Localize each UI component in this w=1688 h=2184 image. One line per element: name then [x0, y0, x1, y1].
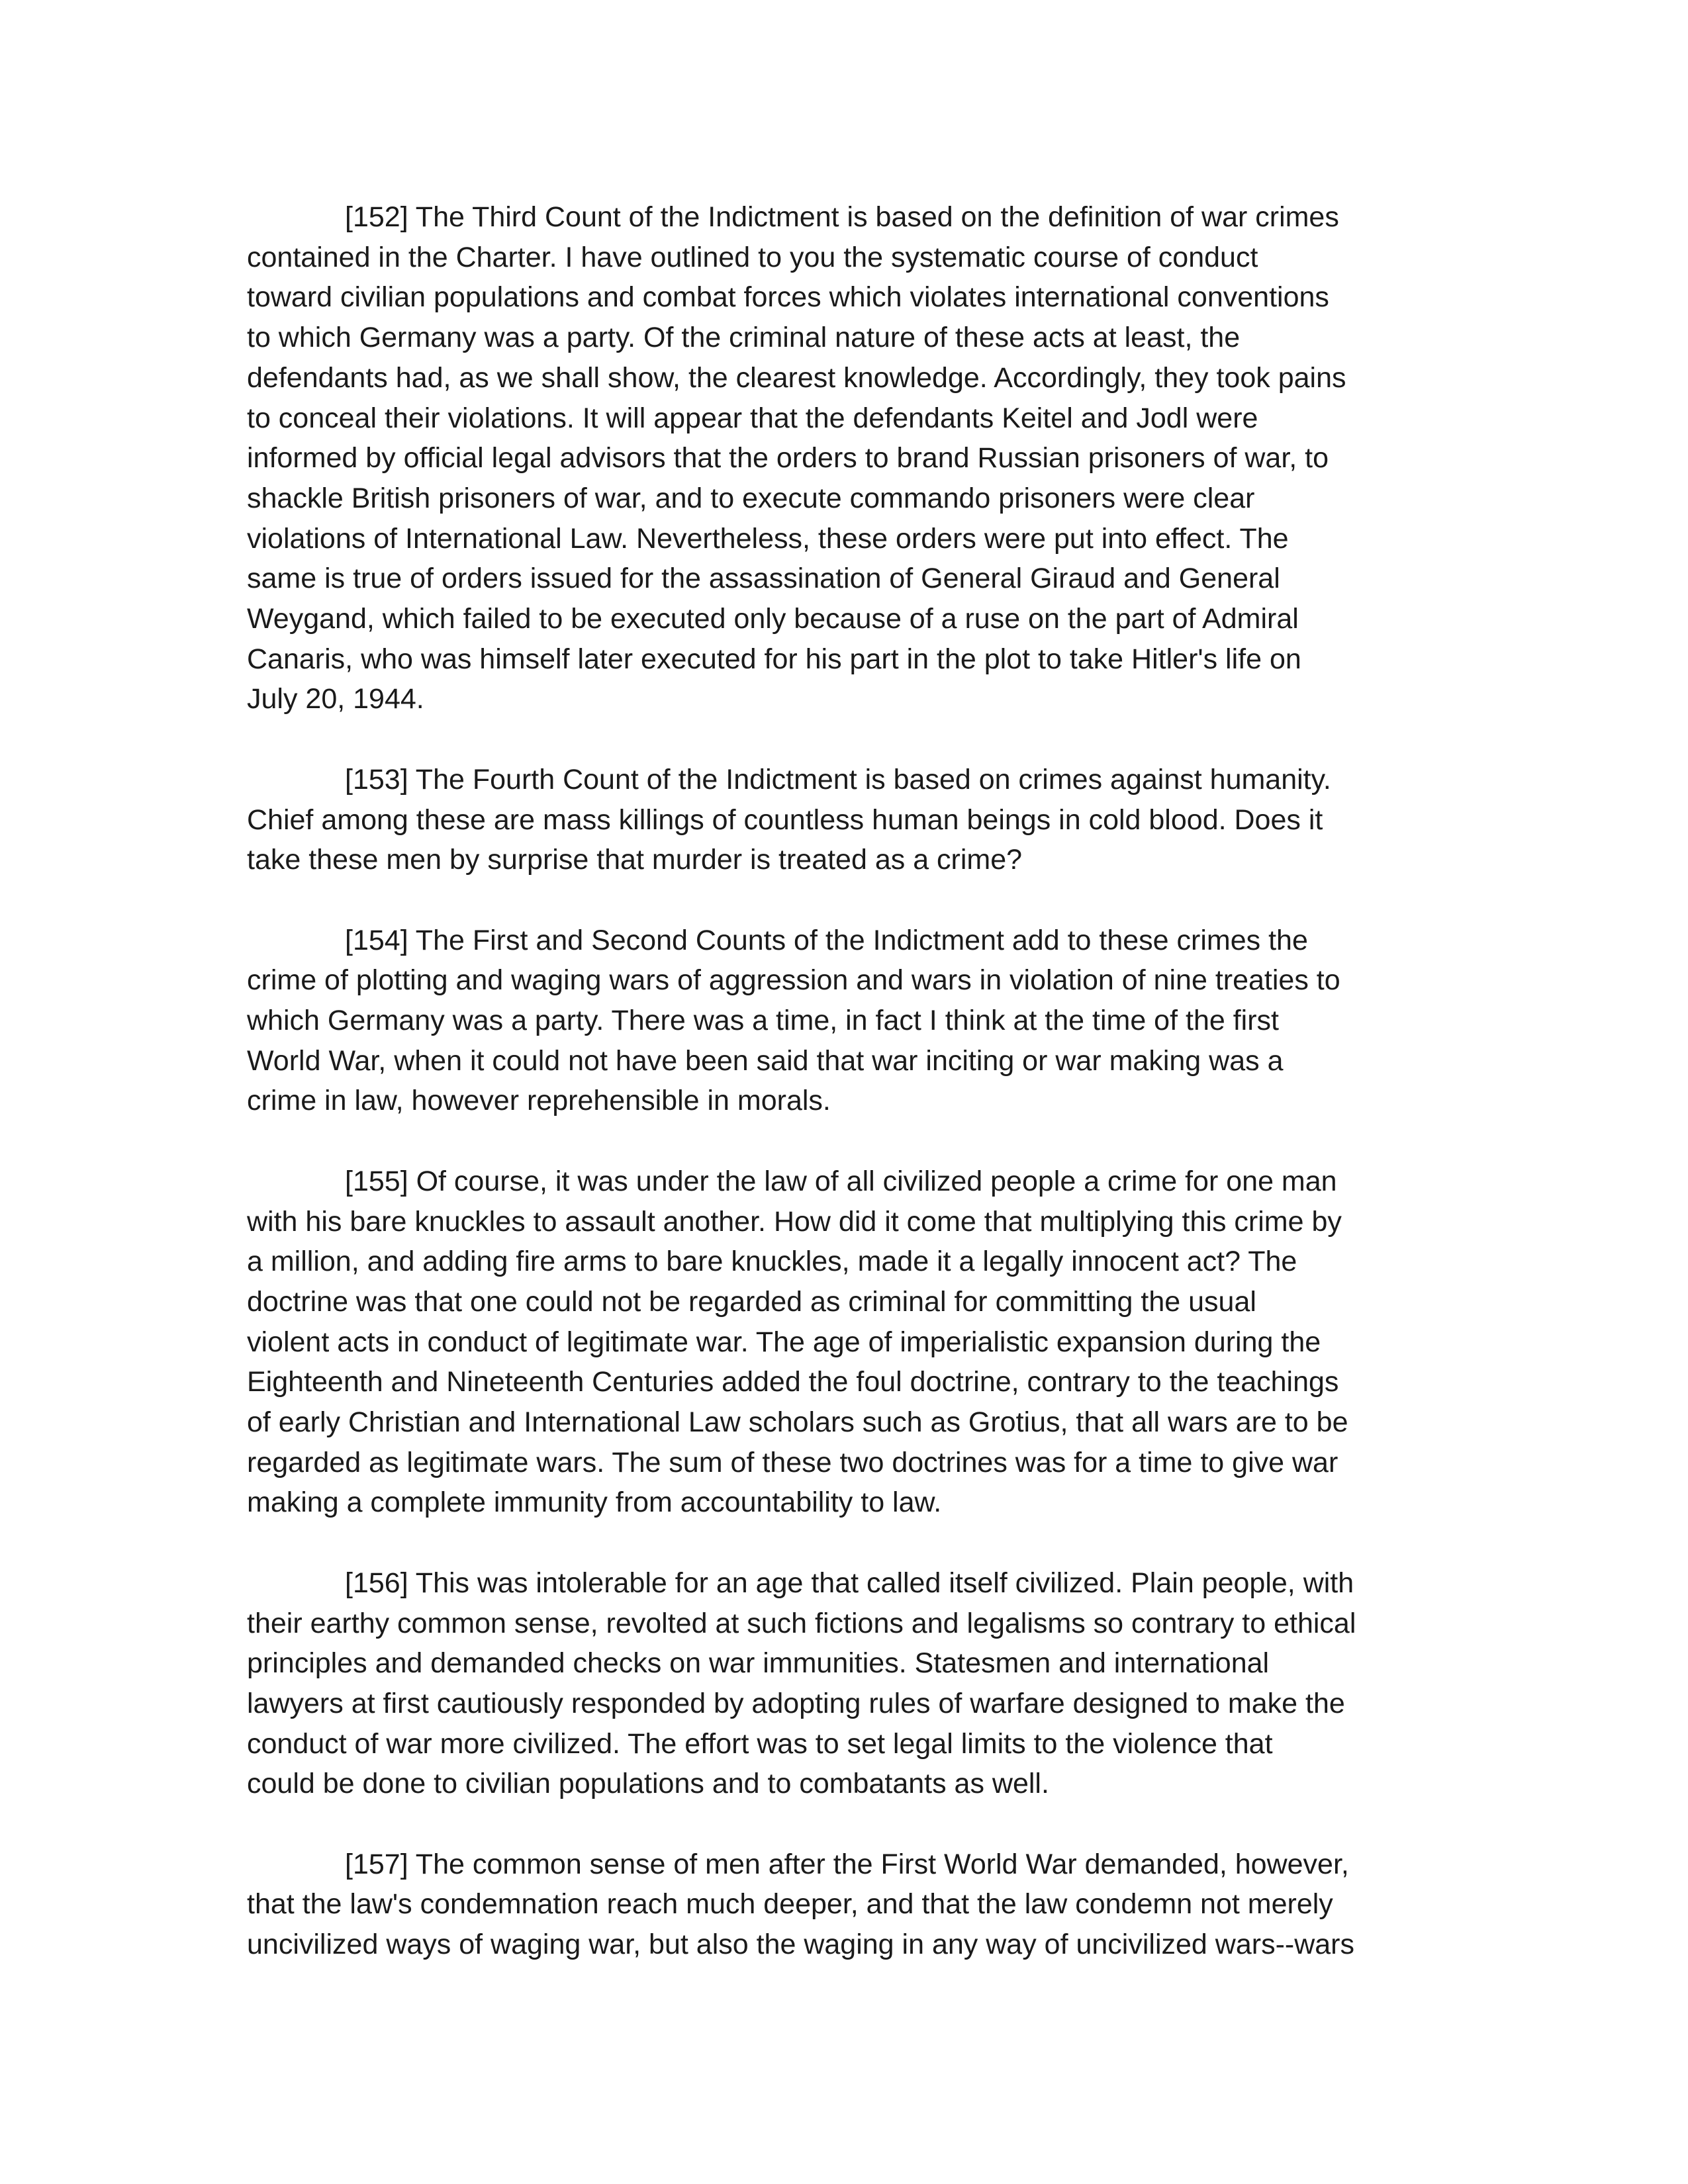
text-line: with his bare knuckles to assault another. How did it come that multiplying this crime by [247, 1205, 1342, 1238]
paragraph-157 [247, 1844, 1452, 1965]
text-line: [156] This was intolerable for an age that called itself civilized. Plain people, with [345, 1567, 1354, 1599]
text-line: World War, when it could not have been said that war inciting or war making was a [247, 1044, 1284, 1077]
text-line: Canaris, who was himself later executed for his part in the plot to take Hitler's life on [247, 643, 1301, 675]
text-line: which Germany was a party. There was a time, in fact I think at the time of the first [247, 1005, 1279, 1037]
text-line: [157] The common sense of men after the First World War demanded, however, [345, 1848, 1349, 1880]
paragraph-155 [247, 1161, 1452, 1523]
document-page [247, 197, 1452, 1965]
text-line: to conceal their violations. It will appear that the defendants Keitel and Jodl were [247, 402, 1258, 434]
text-line: could be done to civilian populations and to combatants as well. [247, 1768, 1049, 1800]
text-line: conduct of war more civilized. The effort was to set legal limits to the violence that [247, 1727, 1273, 1760]
text-line: crime of plotting and waging wars of aggression and wars in violation of nine treaties to [247, 964, 1340, 997]
text-line: regarded as legitimate wars. The sum of these two doctrines was for a time to give war [247, 1446, 1338, 1479]
text-line: [154] The First and Second Counts of the Indictment add to these crimes the [345, 924, 1308, 956]
text-line: shackle British prisoners of war, and to execute commando prisoners were clear [247, 482, 1255, 514]
text-line: their earthy common sense, revolted at such fictions and legalisms so contrary to ethical [247, 1607, 1356, 1639]
text-line: making a complete immunity from accountability to law. [247, 1486, 942, 1519]
text-line: that the law's condemnation reach much deeper, and that the law condemn not merely [247, 1888, 1333, 1921]
text-line: [155] Of course, it was under the law of all civilized people a crime for one man [345, 1165, 1337, 1197]
text-line: doctrine was that one could not be regarded as criminal for committing the usual [247, 1285, 1256, 1318]
text-line: take these men by surprise that murder is treated as a crime? [247, 844, 1023, 876]
text-line: crime in law, however reprehensible in morals. [247, 1085, 831, 1117]
text-line: July 20, 1944. [247, 683, 424, 715]
text-line: uncivilized ways of waging war, but also the waging in any way of uncivilized wars--wars [247, 1929, 1354, 1961]
text-line: violations of International Law. Nevertheless, these orders were put into effect. The [247, 522, 1289, 555]
text-line: [153] The Fourth Count of the Indictment is based on crimes against humanity. [345, 763, 1331, 796]
paragraph-153 [247, 760, 1452, 880]
text-line: to which Germany was a party. Of the criminal nature of these acts at least, the [247, 322, 1241, 354]
text-line: informed by official legal advisors that the orders to brand Russian prisoners of war, to [247, 442, 1329, 475]
text-line: Chief among these are mass killings of countless human beings in cold blood. Does it [247, 803, 1323, 836]
text-line: violent acts in conduct of legitimate war. The age of imperialistic expansion during the [247, 1326, 1321, 1358]
text-line: defendants had, as we shall show, the clearest knowledge. Accordingly, they took pains [247, 361, 1346, 394]
paragraph-152 [247, 197, 1452, 719]
text-line: a million, and adding fire arms to bare knuckles, made it a legally innocent act? The [247, 1246, 1297, 1278]
text-line: same is true of orders issued for the assassination of General Giraud and General [247, 563, 1280, 595]
text-line: Eighteenth and Nineteenth Centuries added the foul doctrine, contrary to the teachings [247, 1366, 1339, 1398]
text-line: of early Christian and International Law scholars such as Grotius, that all wars are to be [247, 1406, 1348, 1439]
text-line: Weygand, which failed to be executed only because of a ruse on the part of Admiral [247, 603, 1299, 635]
text-line: [152] The Third Count of the Indictment is based on the definition of war crimes [345, 201, 1339, 233]
text-line: toward civilian populations and combat forces which violates international conventions [247, 281, 1329, 314]
paragraph-156 [247, 1563, 1452, 1804]
text-line: principles and demanded checks on war immunities. Statesmen and international [247, 1647, 1270, 1680]
text-line: lawyers at first cautiously responded by adopting rules of warfare designed to make the [247, 1687, 1345, 1719]
text-line: contained in the Charter. I have outlined to you the systematic course of conduct [247, 241, 1258, 273]
paragraph-154 [247, 921, 1452, 1122]
